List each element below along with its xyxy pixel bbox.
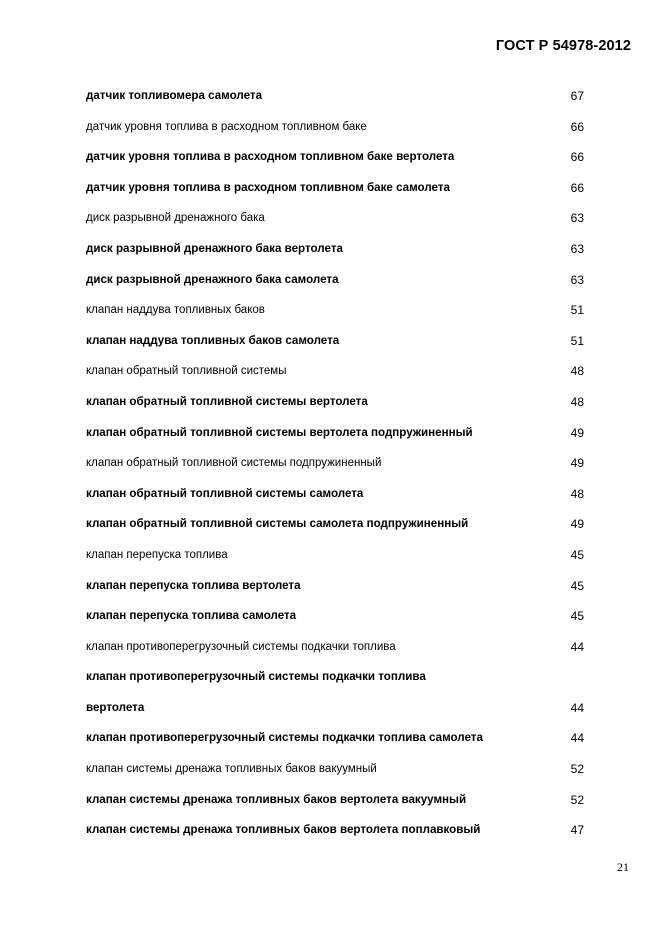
index-page-ref: 63 — [570, 211, 584, 226]
index-term: клапан обратный топливной системы самолета — [86, 486, 364, 500]
index-entry — [86, 208, 586, 239]
index-entry — [86, 820, 586, 851]
index-term: клапан обратный топливной системы вертолета подпружиненный — [86, 425, 473, 439]
index-page-ref: 45 — [570, 578, 584, 593]
index-term: клапан системы дренажа топливных баков вакуумный — [86, 763, 377, 776]
index-entry — [86, 361, 586, 392]
index-page-ref: 51 — [570, 303, 584, 318]
index-entry — [86, 147, 586, 178]
index-entry — [86, 239, 586, 270]
index-page-ref: 51 — [570, 333, 584, 348]
index-term: клапан обратный топливной системы — [86, 365, 287, 378]
index-page-ref: 48 — [570, 486, 584, 501]
index-entry — [86, 637, 586, 668]
index-term: клапан обратный топливной системы самолета подпружиненный — [86, 517, 469, 531]
index-page-ref: 47 — [570, 823, 584, 838]
index-term: клапан перепуска топлива — [86, 548, 228, 561]
index-entry — [86, 178, 586, 209]
index-term: диск разрывной дренажного бака самолета — [86, 272, 339, 286]
index-entry — [86, 545, 586, 576]
index-page-ref: 49 — [570, 517, 584, 532]
index-page-ref: 67 — [570, 89, 584, 103]
index-page-ref: 63 — [570, 272, 584, 287]
index-entry — [86, 331, 586, 362]
index-page-ref: 63 — [570, 241, 584, 256]
index-entry — [86, 86, 586, 117]
index-term: клапан перепуска топлива вертолета — [86, 578, 301, 592]
index-page-ref: 45 — [570, 547, 584, 562]
index-entry — [86, 698, 586, 729]
index-term: клапан системы дренажа топливных баков вертолета вакуумный — [86, 792, 467, 806]
index-entry — [86, 300, 586, 331]
index-term: клапан системы дренажа топливных баков вертолета поплавковый — [86, 823, 481, 837]
index-entry — [86, 484, 586, 515]
index-entry — [86, 392, 586, 423]
index-entry — [86, 270, 586, 301]
index-page-ref: 45 — [570, 609, 584, 624]
index-page-ref: 49 — [570, 425, 584, 440]
index-term: датчик уровня топлива в расходном топливном баке самолета — [86, 180, 450, 194]
index-page-ref: 66 — [570, 180, 584, 195]
index-term: вертолета — [86, 700, 145, 714]
index-term: клапан обратный топливной системы вертолета — [86, 394, 368, 408]
term-index-list — [86, 86, 586, 851]
index-page-ref: 52 — [570, 762, 584, 777]
index-page-ref: 49 — [570, 456, 584, 471]
index-page-ref: 44 — [570, 700, 584, 715]
index-term: клапан противоперегрузочный системы подкачки топлива — [86, 640, 396, 653]
index-term: датчик уровня топлива в расходном топливном баке — [86, 120, 367, 133]
index-page-ref: 44 — [570, 639, 584, 654]
index-entry — [86, 728, 586, 759]
index-term: клапан наддува топливных баков самолета — [86, 333, 340, 347]
index-entry — [86, 790, 586, 821]
index-term: датчик топливомера самолета — [86, 89, 263, 102]
index-page-ref: 66 — [570, 119, 584, 134]
index-term: диск разрывной дренажного бака — [86, 212, 265, 225]
index-entry — [86, 759, 586, 790]
index-entry — [86, 117, 586, 148]
index-entry — [86, 453, 586, 484]
index-entry — [86, 514, 586, 545]
index-entry — [86, 606, 586, 637]
index-page-ref: 48 — [570, 364, 584, 379]
index-term: клапан перепуска топлива самолета — [86, 609, 297, 623]
page-number: 21 — [617, 860, 629, 874]
index-entry — [86, 576, 586, 607]
index-term: клапан обратный топливной системы подпружиненный — [86, 457, 382, 470]
index-page-ref: 48 — [570, 394, 584, 409]
index-page-ref: 66 — [570, 150, 584, 165]
index-page-ref: 52 — [570, 792, 584, 807]
index-term: диск разрывной дренажного бака вертолета — [86, 241, 343, 255]
index-term: клапан противоперегрузочный системы подкачки топлива самолета — [86, 731, 483, 745]
index-entry — [86, 667, 586, 698]
index-term: клапан наддува топливных баков — [86, 304, 265, 317]
index-page-ref: 44 — [570, 731, 584, 746]
index-term: клапан противоперегрузочный системы подкачки топлива — [86, 670, 426, 684]
document-code: ГОСТ Р 54978-2012 — [495, 38, 631, 54]
index-term: датчик уровня топлива в расходном топливном баке вертолета — [86, 150, 455, 164]
index-entry — [86, 423, 586, 454]
